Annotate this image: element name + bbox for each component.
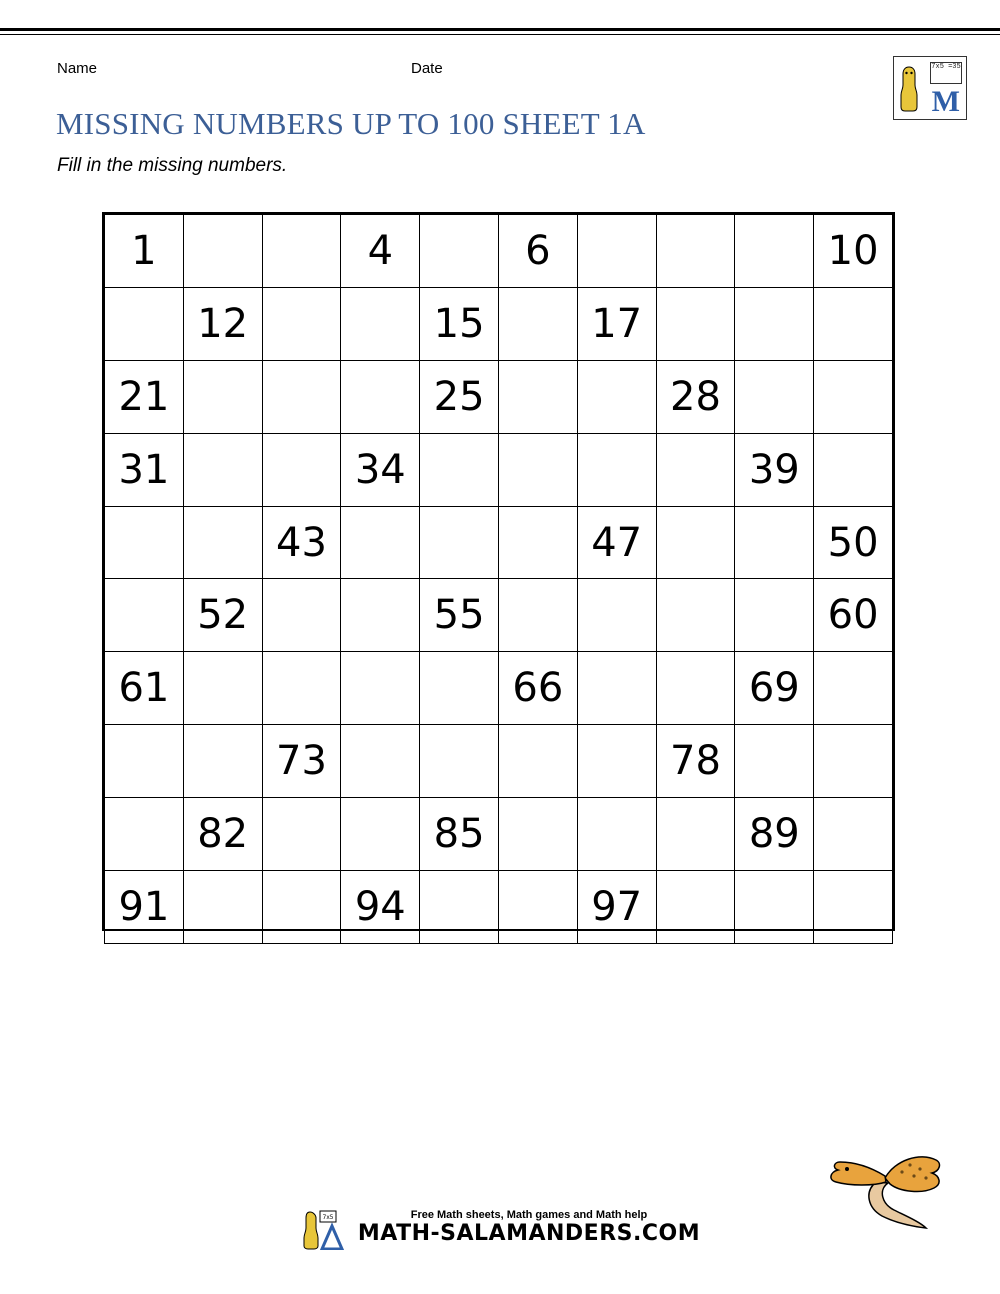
grid-cell-blank[interactable] — [656, 871, 735, 944]
grid-cell-blank[interactable] — [656, 579, 735, 652]
grid-cell-filled: 78 — [656, 725, 735, 798]
top-rule-thick — [0, 28, 1000, 31]
grid-cell-filled: 69 — [735, 652, 814, 725]
grid-cell-blank[interactable] — [814, 725, 893, 798]
date-label: Date — [411, 60, 443, 77]
grid-cell-blank[interactable] — [577, 215, 656, 288]
grid-cell-filled: 61 — [105, 652, 184, 725]
grid-cell-filled: 31 — [105, 433, 184, 506]
grid-cell-blank[interactable] — [341, 360, 420, 433]
grid-cell-filled: 28 — [656, 360, 735, 433]
grid-cell-blank[interactable] — [735, 215, 814, 288]
grid-cell-filled: 47 — [577, 506, 656, 579]
grid-cell-blank[interactable] — [656, 506, 735, 579]
grid-row — [105, 725, 893, 798]
grid-cell-filled: 10 — [814, 215, 893, 288]
grid-row — [105, 433, 893, 506]
grid-cell-blank[interactable] — [420, 433, 499, 506]
grid-cell-blank[interactable] — [262, 215, 341, 288]
grid-cell-blank[interactable] — [420, 506, 499, 579]
grid-cell-blank[interactable] — [735, 725, 814, 798]
salamander-icon — [898, 65, 920, 113]
grid-cell-blank[interactable] — [656, 798, 735, 871]
grid-cell-blank[interactable] — [183, 506, 262, 579]
grid-cell-blank[interactable] — [420, 871, 499, 944]
grid-cell-blank[interactable] — [341, 579, 420, 652]
grid-cell-filled: 1 — [105, 215, 184, 288]
grid-cell-blank[interactable] — [735, 579, 814, 652]
grid-cell-blank[interactable] — [183, 360, 262, 433]
grid-row — [105, 360, 893, 433]
grid-cell-filled: 94 — [341, 871, 420, 944]
grid-cell-blank[interactable] — [420, 725, 499, 798]
grid-cell-blank[interactable] — [498, 798, 577, 871]
grid-cell-blank[interactable] — [498, 433, 577, 506]
top-rule-thin — [0, 34, 1000, 35]
footer-logo-icon — [300, 1208, 354, 1250]
grid-cell-filled: 52 — [183, 579, 262, 652]
grid-cell-blank[interactable] — [341, 506, 420, 579]
grid-cell-filled: 25 — [420, 360, 499, 433]
grid-cell-blank[interactable] — [262, 871, 341, 944]
grid-cell-blank[interactable] — [105, 579, 184, 652]
grid-cell-filled: 21 — [105, 360, 184, 433]
grid-row — [105, 215, 893, 288]
grid-cell-filled: 60 — [814, 579, 893, 652]
grid-cell-blank[interactable] — [105, 287, 184, 360]
grid-cell-blank[interactable] — [183, 652, 262, 725]
grid-cell-filled: 50 — [814, 506, 893, 579]
grid-cell-filled: 39 — [735, 433, 814, 506]
grid-cell-filled: 4 — [341, 215, 420, 288]
grid-cell-blank[interactable] — [814, 360, 893, 433]
svg-text:7x5: 7x5 — [322, 1214, 334, 1221]
grid-cell-blank[interactable] — [420, 215, 499, 288]
grid-cell-blank[interactable] — [498, 579, 577, 652]
grid-row — [105, 652, 893, 725]
grid-cell-blank[interactable] — [577, 725, 656, 798]
grid-cell-blank[interactable] — [577, 360, 656, 433]
grid-cell-blank[interactable] — [498, 506, 577, 579]
grid-cell-blank[interactable] — [814, 433, 893, 506]
grid-cell-blank[interactable] — [656, 652, 735, 725]
grid-row — [105, 287, 893, 360]
grid-cell-blank[interactable] — [341, 652, 420, 725]
grid-cell-blank[interactable] — [814, 287, 893, 360]
grid-cell-blank[interactable] — [735, 360, 814, 433]
grid-cell-filled: 73 — [262, 725, 341, 798]
grid-cell-filled: 89 — [735, 798, 814, 871]
grid-cell-blank[interactable] — [262, 433, 341, 506]
grid-cell-filled: 97 — [577, 871, 656, 944]
grid-cell-filled: 55 — [420, 579, 499, 652]
grid-row — [105, 579, 893, 652]
grid-cell-filled: 82 — [183, 798, 262, 871]
grid-cell-blank[interactable] — [262, 287, 341, 360]
grid-cell-filled: 15 — [420, 287, 499, 360]
grid-cell-blank[interactable] — [105, 725, 184, 798]
page-title: MISSING NUMBERS UP TO 100 SHEET 1A — [56, 106, 646, 141]
logo-m-mark: M — [931, 85, 960, 118]
grid-cell-blank[interactable] — [341, 725, 420, 798]
grid-cell-filled: 17 — [577, 287, 656, 360]
grid-cell-filled: 12 — [183, 287, 262, 360]
grid-cell-blank[interactable] — [577, 652, 656, 725]
grid-cell-blank[interactable] — [577, 798, 656, 871]
grid-cell-blank[interactable] — [498, 360, 577, 433]
footer-brand: MATH-SALAMANDERS.COM — [357, 1221, 701, 1246]
grid-cell-blank[interactable] — [656, 215, 735, 288]
math-salamanders-logo — [893, 56, 967, 120]
page-instructions: Fill in the missing numbers. — [57, 155, 288, 176]
grid-cell-blank[interactable] — [262, 798, 341, 871]
grid-cell-blank[interactable] — [341, 287, 420, 360]
grid-cell-blank[interactable] — [341, 798, 420, 871]
grid-cell-blank[interactable] — [577, 433, 656, 506]
grid-row — [105, 871, 893, 944]
grid-cell-filled: 43 — [262, 506, 341, 579]
grid-cell-blank[interactable] — [656, 287, 735, 360]
grid-cell-filled: 6 — [498, 215, 577, 288]
grid-cell-blank[interactable] — [735, 506, 814, 579]
grid-cell-filled: 34 — [341, 433, 420, 506]
name-label: Name — [57, 60, 98, 77]
grid-cell-blank[interactable] — [814, 871, 893, 944]
grid-cell-filled: 85 — [420, 798, 499, 871]
grid-cell-blank[interactable] — [105, 506, 184, 579]
grid-cell-blank[interactable] — [183, 725, 262, 798]
grid-cell-blank[interactable] — [262, 652, 341, 725]
grid-cell-blank[interactable] — [814, 798, 893, 871]
grid-cell-blank[interactable] — [577, 579, 656, 652]
grid-cell-blank[interactable] — [183, 215, 262, 288]
grid-cell-blank[interactable] — [656, 433, 735, 506]
grid-cell-blank[interactable] — [183, 871, 262, 944]
grid-row — [105, 798, 893, 871]
grid-cell-blank[interactable] — [498, 871, 577, 944]
grid-cell-blank[interactable] — [262, 360, 341, 433]
grid-cell-blank[interactable] — [420, 652, 499, 725]
grid-row — [105, 506, 893, 579]
grid-cell-blank[interactable] — [498, 287, 577, 360]
number-grid — [102, 212, 895, 931]
grid-cell-blank[interactable] — [183, 433, 262, 506]
grid-cell-filled: 91 — [105, 871, 184, 944]
grid-cell-filled: 66 — [498, 652, 577, 725]
footer — [0, 1208, 1000, 1246]
grid-cell-blank[interactable] — [735, 871, 814, 944]
logo-card-text: 7x5 =35 — [930, 62, 962, 84]
grid-cell-blank[interactable] — [735, 287, 814, 360]
grid-cell-blank[interactable] — [105, 798, 184, 871]
footer-tagline: Free Math sheets, Math games and Math help — [410, 1209, 648, 1221]
grid-cell-blank[interactable] — [814, 652, 893, 725]
grid-cell-blank[interactable] — [262, 579, 341, 652]
grid-cell-blank[interactable] — [498, 725, 577, 798]
